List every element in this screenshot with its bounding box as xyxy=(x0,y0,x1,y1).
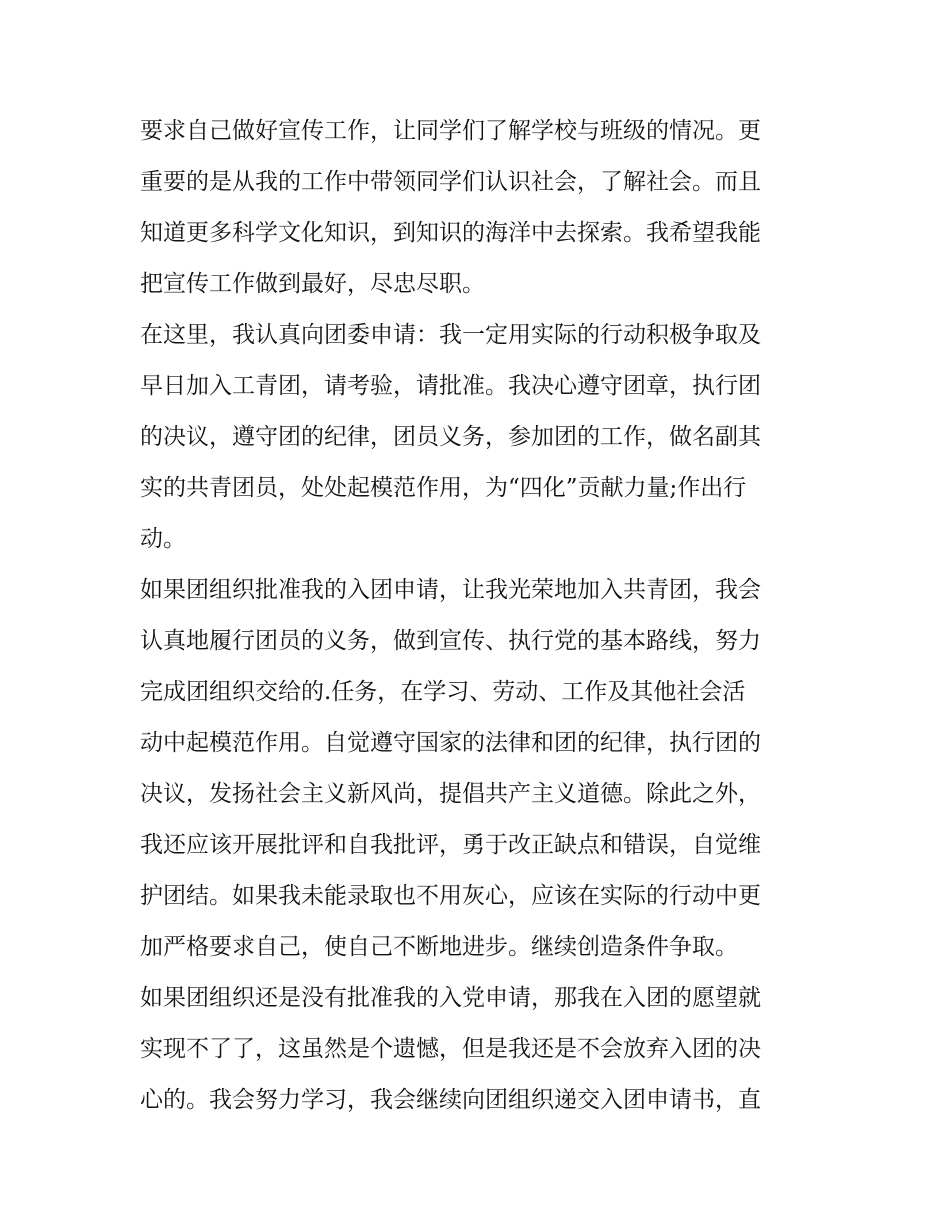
text-line: 如果团组织批准我的入团申请，让我光荣地加入共青团，我会 xyxy=(140,577,761,603)
text-line: 实的共青团员，处处起模范作用，为“四化”贡献力量;作出行 xyxy=(140,475,747,501)
text-line: 如果团组织还是没有批准我的入党申请，那我在入团的愿望就 xyxy=(140,985,761,1011)
document-body xyxy=(140,106,816,1126)
text-line: 动中起模范作用。自觉遵守国家的法律和团的纪律，执行团的 xyxy=(140,730,761,756)
text-line: 要求自己做好宣传工作，让同学们了解学校与班级的情况。更 xyxy=(140,118,761,144)
text-line: 完成团组织交给的.任务，在学习、劳动、工作及其他社会活 xyxy=(140,679,746,705)
text-line: 知道更多科学文化知识，到知识的海洋中去探索。我希望我能 xyxy=(140,220,761,246)
text-line: 早日加入工青团，请考验，请批准。我决心遵守团章，执行团 xyxy=(140,373,761,399)
text-line: 动。 xyxy=(140,526,186,552)
text-line: 把宣传工作做到最好，尽忠尽职。 xyxy=(140,271,485,297)
text-line: 决议，发扬社会主义新风尚，提倡共产主义道德。除此之外， xyxy=(140,781,761,807)
text-line: 心的。我会努力学习，我会继续向团组织递交入团申请书，直 xyxy=(140,1087,761,1113)
text-line: 加严格要求自己，使自己不断地进步。继续创造条件争取。 xyxy=(140,934,738,960)
text-line: 护团结。如果我未能录取也不用灰心，应该在实际的行动中更 xyxy=(140,883,761,909)
text-line: 重要的是从我的工作中带领同学们认识社会，了解社会。而且 xyxy=(140,169,761,195)
text-line: 在这里，我认真向团委申请：我一定用实际的行动积极争取及 xyxy=(140,322,761,348)
text-line: 的决议，遵守团的纪律，团员义务，参加团的工作，做名副其 xyxy=(140,424,761,450)
text-line: 我还应该开展批评和自我批评，勇于改正缺点和错误，自觉维 xyxy=(140,832,761,858)
text-line: 实现不了了，这虽然是个遗憾，但是我还是不会放弃入团的决 xyxy=(140,1036,761,1062)
text-line: 认真地履行团员的义务，做到宣传、执行党的基本路线，努力 xyxy=(140,628,761,654)
